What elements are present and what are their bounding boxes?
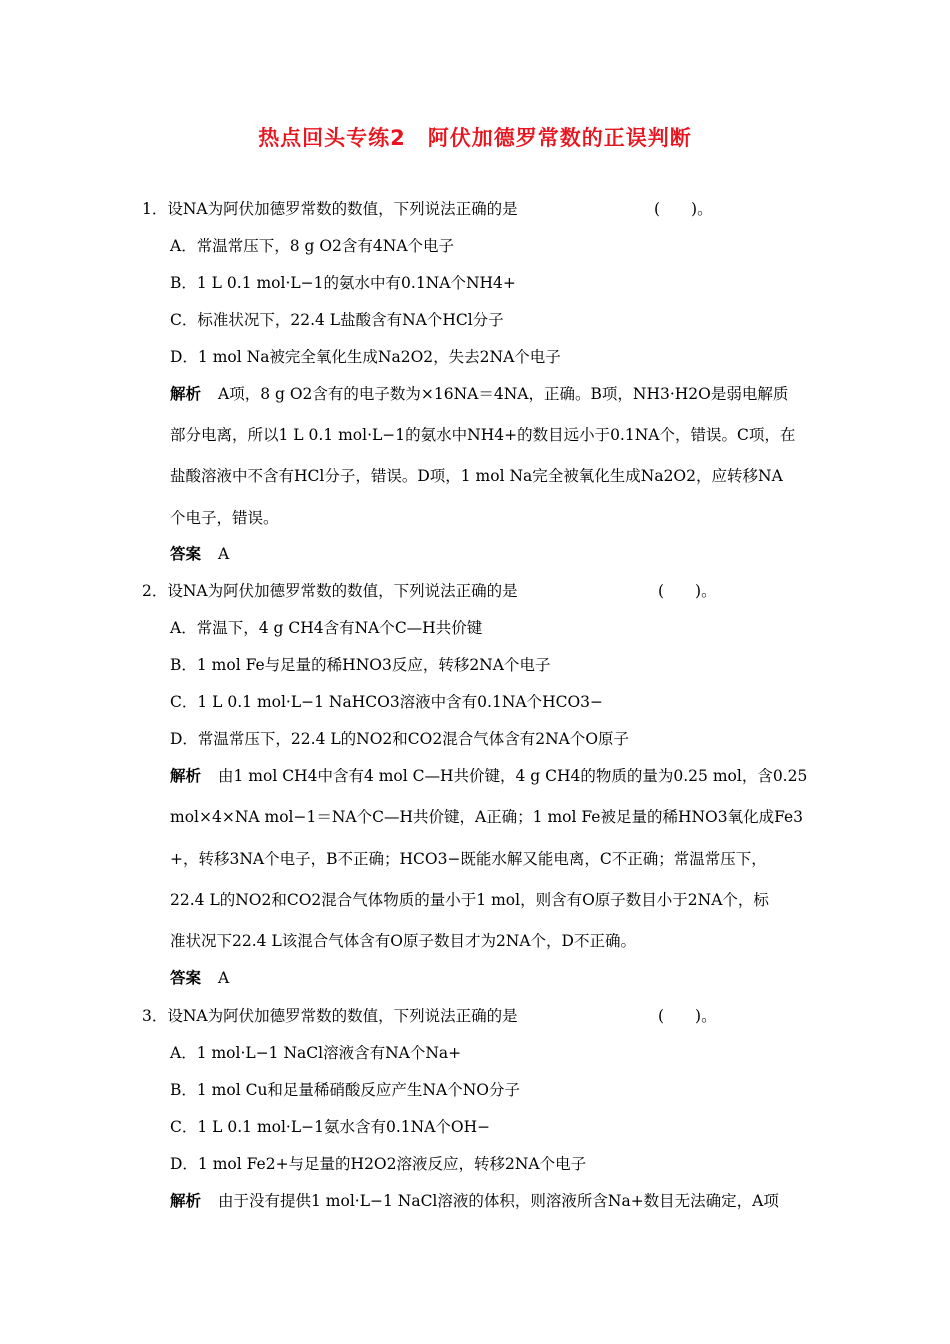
- question-2-answer-bracket: ( )。: [658, 582, 717, 600]
- q1-analysis-line-2: 部分电离，所以1 L 0.1 mol·L−1的氨水中NH4+的数目远小于0.1NA个，错误。C项，在: [170, 426, 796, 444]
- q2-analysis-line-5: 准状况下22.4 L该混合气体含有O原子数目才为2NA个，D不正确。: [170, 932, 636, 950]
- q2-analysis-line-3: +，转移3NA个电子，B不正确；HCO3−既能水解又能电离，C不正确；常温常压下，: [170, 850, 767, 868]
- q2-option-d: D．常温常压下，22.4 L的NO2和CO2混合气体含有2NA个O原子: [170, 730, 630, 748]
- q1-answer-label: 答案: [170, 545, 202, 563]
- question-1-stem: 1．设NA为阿伏加德罗常数的数值，下列说法正确的是: [142, 200, 518, 218]
- q3-option-a: A．1 mol·L−1 NaCl溶液含有NA个Na+: [170, 1044, 462, 1062]
- q3-option-c: C．1 L 0.1 mol·L−1氨水含有0.1NA个OH−: [170, 1118, 491, 1136]
- q3-analysis-line-1: 由于没有提供1 mol·L−1 NaCl溶液的体积，则溶液所含Na+数目无法确定，A项: [218, 1192, 779, 1210]
- q2-option-c: C．1 L 0.1 mol·L−1 NaHCO3溶液中含有0.1NA个HCO3−: [170, 693, 604, 711]
- q1-analysis-label: 解析: [170, 385, 202, 403]
- q2-analysis-line-1: 由1 mol CH4中含有4 mol C—H共价键，4 g CH4的物质的量为0.25 mol，含0.25: [218, 767, 808, 785]
- q1-option-a: A．常温常压下，8 g O2含有4NA个电子: [170, 237, 455, 255]
- q1-option-c: C．标准状况下，22.4 L盐酸含有NA个HCl分子: [170, 311, 504, 329]
- question-1-answer-bracket: ( )。: [654, 200, 713, 218]
- q1-analysis-line-4: 个电子，错误。: [170, 509, 279, 527]
- q2-option-b: B．1 mol Fe与足量的稀HNO3反应，转移2NA个电子: [170, 656, 551, 674]
- q2-answer: A: [218, 969, 230, 987]
- q3-option-b: B．1 mol Cu和足量稀硝酸反应产生NA个NO分子: [170, 1081, 520, 1099]
- question-3-stem: 3．设NA为阿伏加德罗常数的数值，下列说法正确的是: [142, 1007, 518, 1025]
- q3-analysis-label: 解析: [170, 1192, 202, 1210]
- q1-analysis-line-1: A项，8 g O2含有的电子数为×16NA＝4NA，正确。B项，NH3·H2O是弱电解质: [218, 385, 789, 403]
- q1-answer: A: [218, 545, 230, 563]
- page-title: 热点回头专练2 阿伏加德罗常数的正误判断: [258, 126, 692, 150]
- q2-analysis-label: 解析: [170, 767, 202, 785]
- question-3-answer-bracket: ( )。: [658, 1007, 717, 1025]
- question-2-stem: 2．设NA为阿伏加德罗常数的数值，下列说法正确的是: [142, 582, 518, 600]
- q2-option-a: A．常温下，4 g CH4含有NA个C—H共价键: [170, 619, 483, 637]
- q1-option-b: B．1 L 0.1 mol·L−1的氨水中有0.1NA个NH4+: [170, 274, 516, 292]
- q3-option-d: D．1 mol Fe2+与足量的H2O2溶液反应，转移2NA个电子: [170, 1155, 587, 1173]
- q2-answer-label: 答案: [170, 969, 202, 987]
- q1-option-d: D．1 mol Na被完全氧化生成Na2O2，失去2NA个电子: [170, 348, 561, 366]
- q2-analysis-line-4: 22.4 L的NO2和CO2混合气体物质的量小于1 mol，则含有O原子数目小于2NA个，标: [170, 891, 769, 909]
- q1-analysis-line-3: 盐酸溶液中不含有HCl分子，错误。D项，1 mol Na完全被氧化生成Na2O2，应转移NA: [170, 467, 783, 485]
- q2-analysis-line-2: mol×4×NA mol−1＝NA个C—H共价键，A正确；1 mol Fe被足量的稀HNO3氧化成Fe3: [170, 808, 804, 826]
